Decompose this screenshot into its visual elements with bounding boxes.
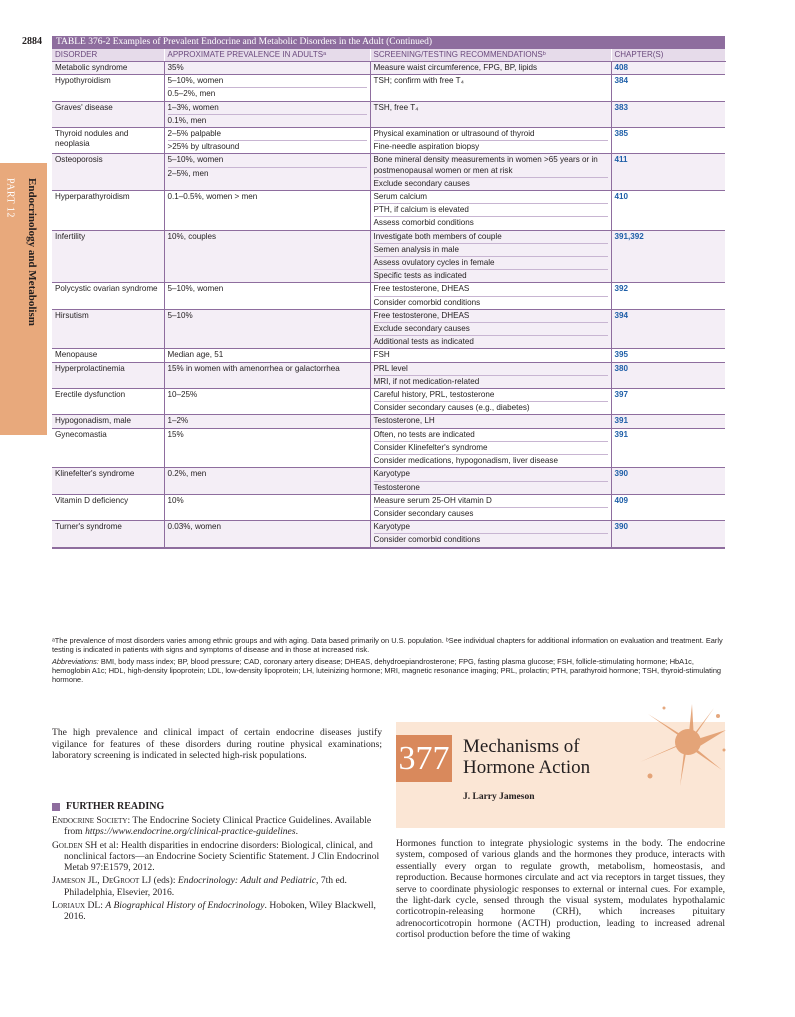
- reference-text: DL:: [85, 900, 106, 912]
- chapter-author: J. Larry Jameson: [463, 792, 535, 802]
- table-title: TABLE 376-2 Examples of Prevalent Endocrine and Metabolic Disorders in the Adult (Continued): [52, 36, 725, 49]
- screening-cell: [370, 389, 611, 415]
- prevalence-cell: [164, 468, 370, 494]
- table-row: [52, 154, 725, 191]
- reference-item: [52, 875, 382, 898]
- column-header-disorder: DISORDER: [52, 49, 164, 62]
- disorder-cell: [52, 309, 164, 349]
- prevalence-line: 5–10%, women: [167, 284, 224, 294]
- chapter-reference: 409: [614, 495, 629, 505]
- table-row: [52, 468, 725, 494]
- chapter-cell: [611, 191, 725, 231]
- table-row: [52, 75, 725, 101]
- screening-line: Physical examination or ultrasound of thyroid: [373, 129, 535, 139]
- screening-line: Consider secondary causes: [374, 507, 608, 520]
- page-number: 2884: [22, 36, 42, 47]
- prevalence-line: 5–10%, women: [167, 76, 224, 86]
- screening-cell: [370, 101, 611, 127]
- table-body: [52, 62, 725, 548]
- screening-line: Consider Klinefelter's syndrome: [374, 441, 608, 454]
- disorder-name: Menopause: [55, 350, 98, 360]
- reference-text: (eds):: [151, 875, 178, 887]
- table-row: [52, 428, 725, 468]
- chapter-cell: [611, 415, 725, 428]
- screening-cell: [370, 230, 611, 283]
- chapter-reference: 392: [614, 284, 629, 294]
- disorder-cell: [52, 468, 164, 494]
- chapter-reference: 391: [614, 416, 629, 426]
- disorder-name: Hyperparathyroidism: [55, 192, 130, 202]
- prevalence-cell: [164, 415, 370, 428]
- screening-cell: [370, 283, 611, 309]
- abbreviations-text: BMI, body mass index; BP, blood pressure; CAD, coronary artery disease; DHEAS, dehydroepiandrosterone; FPG, fasting plasma glucose; FSH, follicle-stimulating hormone; HbA1c, hemoglobin A1c; HDL, high-density lipoprotein; LDL, low-density lipoprotein; LH, luteinizing hormone; MRI, magnetic resonance imaging; PRL, prolactin; PTH, parathyroid hormone; TSH, thyroid-stimulating hormone.: [52, 656, 722, 684]
- chapter-cell: [611, 154, 725, 191]
- screening-line: Measure waist circumference, FPG, BP, lipids: [373, 63, 538, 72]
- footnote-abbreviations: [52, 658, 725, 685]
- chapter-cell: [611, 283, 725, 309]
- disorder-name: Gynecomastia: [55, 429, 107, 439]
- screening-line: Exclude secondary causes: [374, 177, 608, 190]
- screening-cell: [370, 521, 611, 547]
- screening-cell: [370, 428, 611, 468]
- ink-splash-icon: [630, 700, 730, 790]
- prevalence-line: 2–5%, men: [168, 167, 367, 180]
- disorder-name: Osteoporosis: [55, 155, 103, 165]
- chapter-cell: [611, 349, 725, 362]
- chapter-intro-paragraph: Hormones function to integrate physiologic systems in the body. The endocrine system, composed of various glands and the hormones they produce, interacts with essentially every organ to regulate growth, metabolism, homeostasis, and reproduction. Because hormones circulate and act via receptors in target tissues, they serve to coordinate physiologic responses to external or internal cues. For example, the light-dark cycle, sensed through the visual system, modulates hypothalamic corticotropin-releasing hormone (CRH), which increases pituitary adrenocorticotropin hormone (ACTH) production, leading to increased adrenal cortisol production before the time of waking: [396, 838, 725, 941]
- disorder-name: Polycystic ovarian syndrome: [55, 284, 158, 294]
- reference-item: [52, 815, 382, 838]
- prevalence-cell: [164, 101, 370, 127]
- chapter-reference: 410: [614, 192, 629, 202]
- disorder-name: Klinefelter's syndrome: [55, 469, 135, 479]
- screening-line: Measure serum 25-OH vitamin D: [373, 495, 492, 505]
- prevalence-line: 1–3%, women: [167, 102, 219, 112]
- disorder-cell: [52, 349, 164, 362]
- disorders-table: [52, 49, 726, 548]
- screening-line: Karyotype: [373, 469, 410, 479]
- reference-italic: https://www.endocrine.org/clinical-practice-guidelines: [85, 826, 296, 838]
- screening-line: Free testosterone, DHEAS: [373, 284, 470, 294]
- disorder-cell: [52, 62, 164, 75]
- screening-line: Bone mineral density measurements in women >65 years or in postmenopausal women or men at risk: [373, 155, 598, 175]
- chapter-reference: 390: [614, 522, 629, 532]
- chapter-reference: 391,392: [614, 231, 644, 241]
- chapter-cell: [611, 389, 725, 415]
- reference-author: Endocrine Society: [52, 815, 128, 826]
- prevalence-line: 10%, couples: [167, 231, 217, 241]
- screening-line: TSH; confirm with free T₄: [373, 76, 464, 86]
- prevalence-line: 15% in women with amenorrhea or galactorrhea: [167, 363, 340, 373]
- chapter-reference: 408: [614, 63, 629, 72]
- prevalence-line: 10%: [167, 495, 184, 505]
- further-reading-label: FURTHER READING: [66, 801, 165, 812]
- screening-line: Testosterone, LH: [373, 416, 435, 426]
- table-row: [52, 309, 725, 349]
- table-row: [52, 128, 725, 154]
- screening-line: MRI, if not medication-related: [374, 375, 608, 388]
- reference-author: Jameson JL, DeGroot LJ: [52, 875, 152, 887]
- table-footnotes: [52, 637, 725, 685]
- table-row: [52, 62, 725, 75]
- square-bullet-icon: [52, 803, 60, 811]
- table-row: [52, 521, 725, 547]
- prevalence-line: >25% by ultrasound: [168, 140, 367, 153]
- abbreviations-label: Abbreviations:: [52, 656, 99, 666]
- prevalence-cell: [164, 128, 370, 154]
- disorder-name: Hyperprolactinemia: [55, 363, 125, 373]
- table-bottom-rule: [52, 548, 725, 549]
- chapter-reference: 380: [614, 363, 629, 373]
- screening-line: Fine-needle aspiration biopsy: [374, 140, 608, 153]
- screening-line: PTH, if calcium is elevated: [374, 203, 608, 216]
- chapter-reference: 397: [614, 390, 629, 400]
- prevalence-cell: [164, 230, 370, 283]
- chapter-cell: [611, 428, 725, 468]
- chapter-cell: [611, 62, 725, 75]
- disorder-name: Hypothyroidism: [55, 76, 111, 86]
- prevalence-line: 5–10%, women: [167, 155, 224, 165]
- prevalence-cell: [164, 349, 370, 362]
- disorder-cell: [52, 521, 164, 547]
- chapter-cell: [611, 128, 725, 154]
- screening-cell: [370, 349, 611, 362]
- reference-list: [52, 815, 382, 925]
- screening-line: Exclude secondary causes: [374, 322, 608, 335]
- prevalence-line: 1–2%: [167, 416, 189, 426]
- disorder-cell: [52, 154, 164, 191]
- screening-line: Karyotype: [373, 522, 410, 532]
- screening-cell: [370, 415, 611, 428]
- screening-line: Semen analysis in male: [374, 243, 608, 256]
- prevalence-line: Median age, 51: [167, 350, 224, 360]
- disorder-cell: [52, 101, 164, 127]
- disorder-name: Hypogonadism, male: [55, 416, 132, 426]
- disorder-cell: [52, 128, 164, 154]
- column-header-prevalence: APPROXIMATE PREVALENCE IN ADULTSᵃ: [164, 49, 370, 62]
- column-header-chapters: CHAPTER(S): [611, 49, 725, 62]
- table-row: [52, 230, 725, 283]
- chapter-reference: 390: [614, 469, 629, 479]
- closing-paragraph: The high prevalence and clinical impact of certain endocrine diseases justify vigilance for features of these disorders during routine physical examinations; laboratory screening is indicated in selected high-risk populations.: [52, 727, 382, 762]
- screening-line: Consider comorbid conditions: [374, 296, 608, 309]
- column-header-screening: SCREENING/TESTING RECOMMENDATIONSᵇ: [370, 49, 611, 62]
- screening-line: Consider medications, hypogonadism, liver disease: [374, 454, 608, 467]
- table-row: [52, 362, 725, 388]
- reference-italic: Endocrinology: Adult and Pediatric: [177, 875, 317, 887]
- screening-cell: [370, 62, 611, 75]
- disorder-name: Erectile dysfunction: [55, 390, 126, 400]
- disorder-cell: [52, 415, 164, 428]
- prevalence-cell: [164, 309, 370, 349]
- screening-line: FSH: [373, 350, 390, 360]
- prevalence-cell: [164, 494, 370, 520]
- chapter-reference: 385: [614, 129, 629, 139]
- reference-tail: .: [295, 826, 298, 838]
- screening-line: Free testosterone, DHEAS: [373, 310, 470, 320]
- prevalence-line: 5–10%: [167, 310, 193, 320]
- prevalence-cell: [164, 62, 370, 75]
- footnote-prevalence: ᵃThe prevalence of most disorders varies among ethnic groups and with aging. Data based primarily on U.S. population. ᵇSee individual chapters for additional information on evaluation and treatment. Early testing is indicated in patients with signs and symptoms of disease and in those at increased risk.: [52, 636, 723, 654]
- disorder-cell: [52, 389, 164, 415]
- disorder-name: Turner's syndrome: [55, 522, 122, 532]
- prevalence-cell: [164, 191, 370, 231]
- disorder-name: Vitamin D deficiency: [55, 495, 129, 505]
- screening-line: TSH, free T₄: [373, 102, 419, 112]
- reference-item: [52, 840, 382, 874]
- prevalence-line: 2–5% palpable: [167, 129, 222, 139]
- disorder-cell: [52, 283, 164, 309]
- screening-line: Specific tests as indicated: [374, 269, 608, 282]
- reference-tail: . Hoboken, Wiley Blackwell, 2016.: [64, 900, 376, 923]
- screening-cell: [370, 468, 611, 494]
- chapter-reference: 383: [614, 102, 629, 112]
- screening-cell: [370, 309, 611, 349]
- chapter-cell: [611, 362, 725, 388]
- screening-cell: [370, 128, 611, 154]
- reference-item: [52, 900, 382, 923]
- disorder-cell: [52, 75, 164, 101]
- screening-line: Assess comorbid conditions: [374, 216, 608, 229]
- prevalence-cell: [164, 75, 370, 101]
- table-row: [52, 415, 725, 428]
- reference-text: : The Endocrine Society Clinical Practice Guidelines. Available from: [64, 815, 372, 838]
- table-row: [52, 283, 725, 309]
- screening-line: Consider comorbid conditions: [374, 533, 608, 546]
- table-row: [52, 389, 725, 415]
- side-tab-section-title: Endocrinology and Metabolism: [26, 178, 38, 326]
- table-row: [52, 101, 725, 127]
- screening-line: Serum calcium: [373, 192, 428, 202]
- prevalence-cell: [164, 389, 370, 415]
- chapter-reference: 394: [614, 310, 629, 320]
- screening-cell: [370, 191, 611, 231]
- screening-cell: [370, 362, 611, 388]
- disorder-cell: [52, 494, 164, 520]
- disorder-name: Graves' disease: [55, 102, 113, 112]
- disorder-cell: [52, 362, 164, 388]
- endocrine-disorders-table: [52, 36, 725, 549]
- chapter-reference: 384: [614, 76, 629, 86]
- chapter-title: Mechanisms of Hormone Action: [463, 736, 591, 778]
- chapter-reference: 411: [614, 155, 628, 165]
- disorder-name: Infertility: [55, 231, 86, 241]
- prevalence-line: 10–25%: [167, 390, 198, 400]
- screening-line: Additional tests as indicated: [374, 335, 608, 348]
- reference-tail: , 7th ed. Philadelphia, Elsevier, 2016.: [64, 875, 347, 898]
- prevalence-line: 0.5–2%, men: [168, 87, 367, 100]
- prevalence-cell: [164, 154, 370, 191]
- chapter-cell: [611, 101, 725, 127]
- prevalence-cell: [164, 521, 370, 547]
- screening-line: Assess ovulatory cycles in female: [374, 256, 608, 269]
- prevalence-cell: [164, 362, 370, 388]
- screening-cell: [370, 75, 611, 101]
- screening-cell: [370, 154, 611, 191]
- disorder-cell: [52, 428, 164, 468]
- prevalence-line: 0.03%, women: [167, 522, 222, 532]
- reference-text: SH et al: Health disparities in endocrine disorders: Biological, clinical, and nonclinical factors—an Endocrine Society Scientific Statement. J Clin Endocrinol Metab 97:E1579, 2012.: [64, 839, 380, 874]
- chapter-reference: 395: [614, 350, 629, 360]
- disorder-name: Thyroid nodules and neoplasia: [55, 129, 129, 149]
- chapter-cell: [611, 230, 725, 283]
- prevalence-line: 0.1–0.5%, women > men: [167, 192, 258, 202]
- disorder-name: Hirsutism: [55, 310, 89, 320]
- prevalence-line: 15%: [167, 429, 184, 439]
- chapter-reference: 391: [614, 429, 629, 439]
- chapter-number: 377: [396, 735, 452, 782]
- chapter-cell: [611, 494, 725, 520]
- chapter-cell: [611, 521, 725, 547]
- prevalence-line: 35%: [167, 63, 184, 72]
- screening-line: Testosterone: [374, 481, 608, 494]
- reference-italic: A Biographical History of Endocrinology: [105, 900, 265, 912]
- side-tab-part-label: PART 12: [4, 178, 16, 218]
- screening-line: Investigate both members of couple: [373, 231, 502, 241]
- table-header-row: [52, 49, 725, 62]
- prevalence-cell: [164, 428, 370, 468]
- table-row: [52, 191, 725, 231]
- disorder-name: Metabolic syndrome: [55, 63, 128, 72]
- table-row: [52, 349, 725, 362]
- chapter-cell: [611, 468, 725, 494]
- screening-line: Careful history, PRL, testosterone: [373, 390, 495, 400]
- chapter-cell: [611, 309, 725, 349]
- screening-line: PRL level: [373, 363, 408, 373]
- screening-line: Often, no tests are indicated: [373, 429, 475, 439]
- reference-author: Golden: [52, 839, 83, 851]
- screening-line: Consider secondary causes (e.g., diabetes): [374, 401, 608, 414]
- chapter-cell: [611, 75, 725, 101]
- prevalence-line: 0.1%, men: [168, 114, 367, 127]
- further-reading-heading: [52, 801, 382, 812]
- screening-cell: [370, 494, 611, 520]
- disorder-cell: [52, 191, 164, 231]
- disorder-cell: [52, 230, 164, 283]
- prevalence-line: 0.2%, men: [167, 469, 207, 479]
- table-row: [52, 494, 725, 520]
- prevalence-cell: [164, 283, 370, 309]
- reference-author: Loriaux: [52, 900, 86, 912]
